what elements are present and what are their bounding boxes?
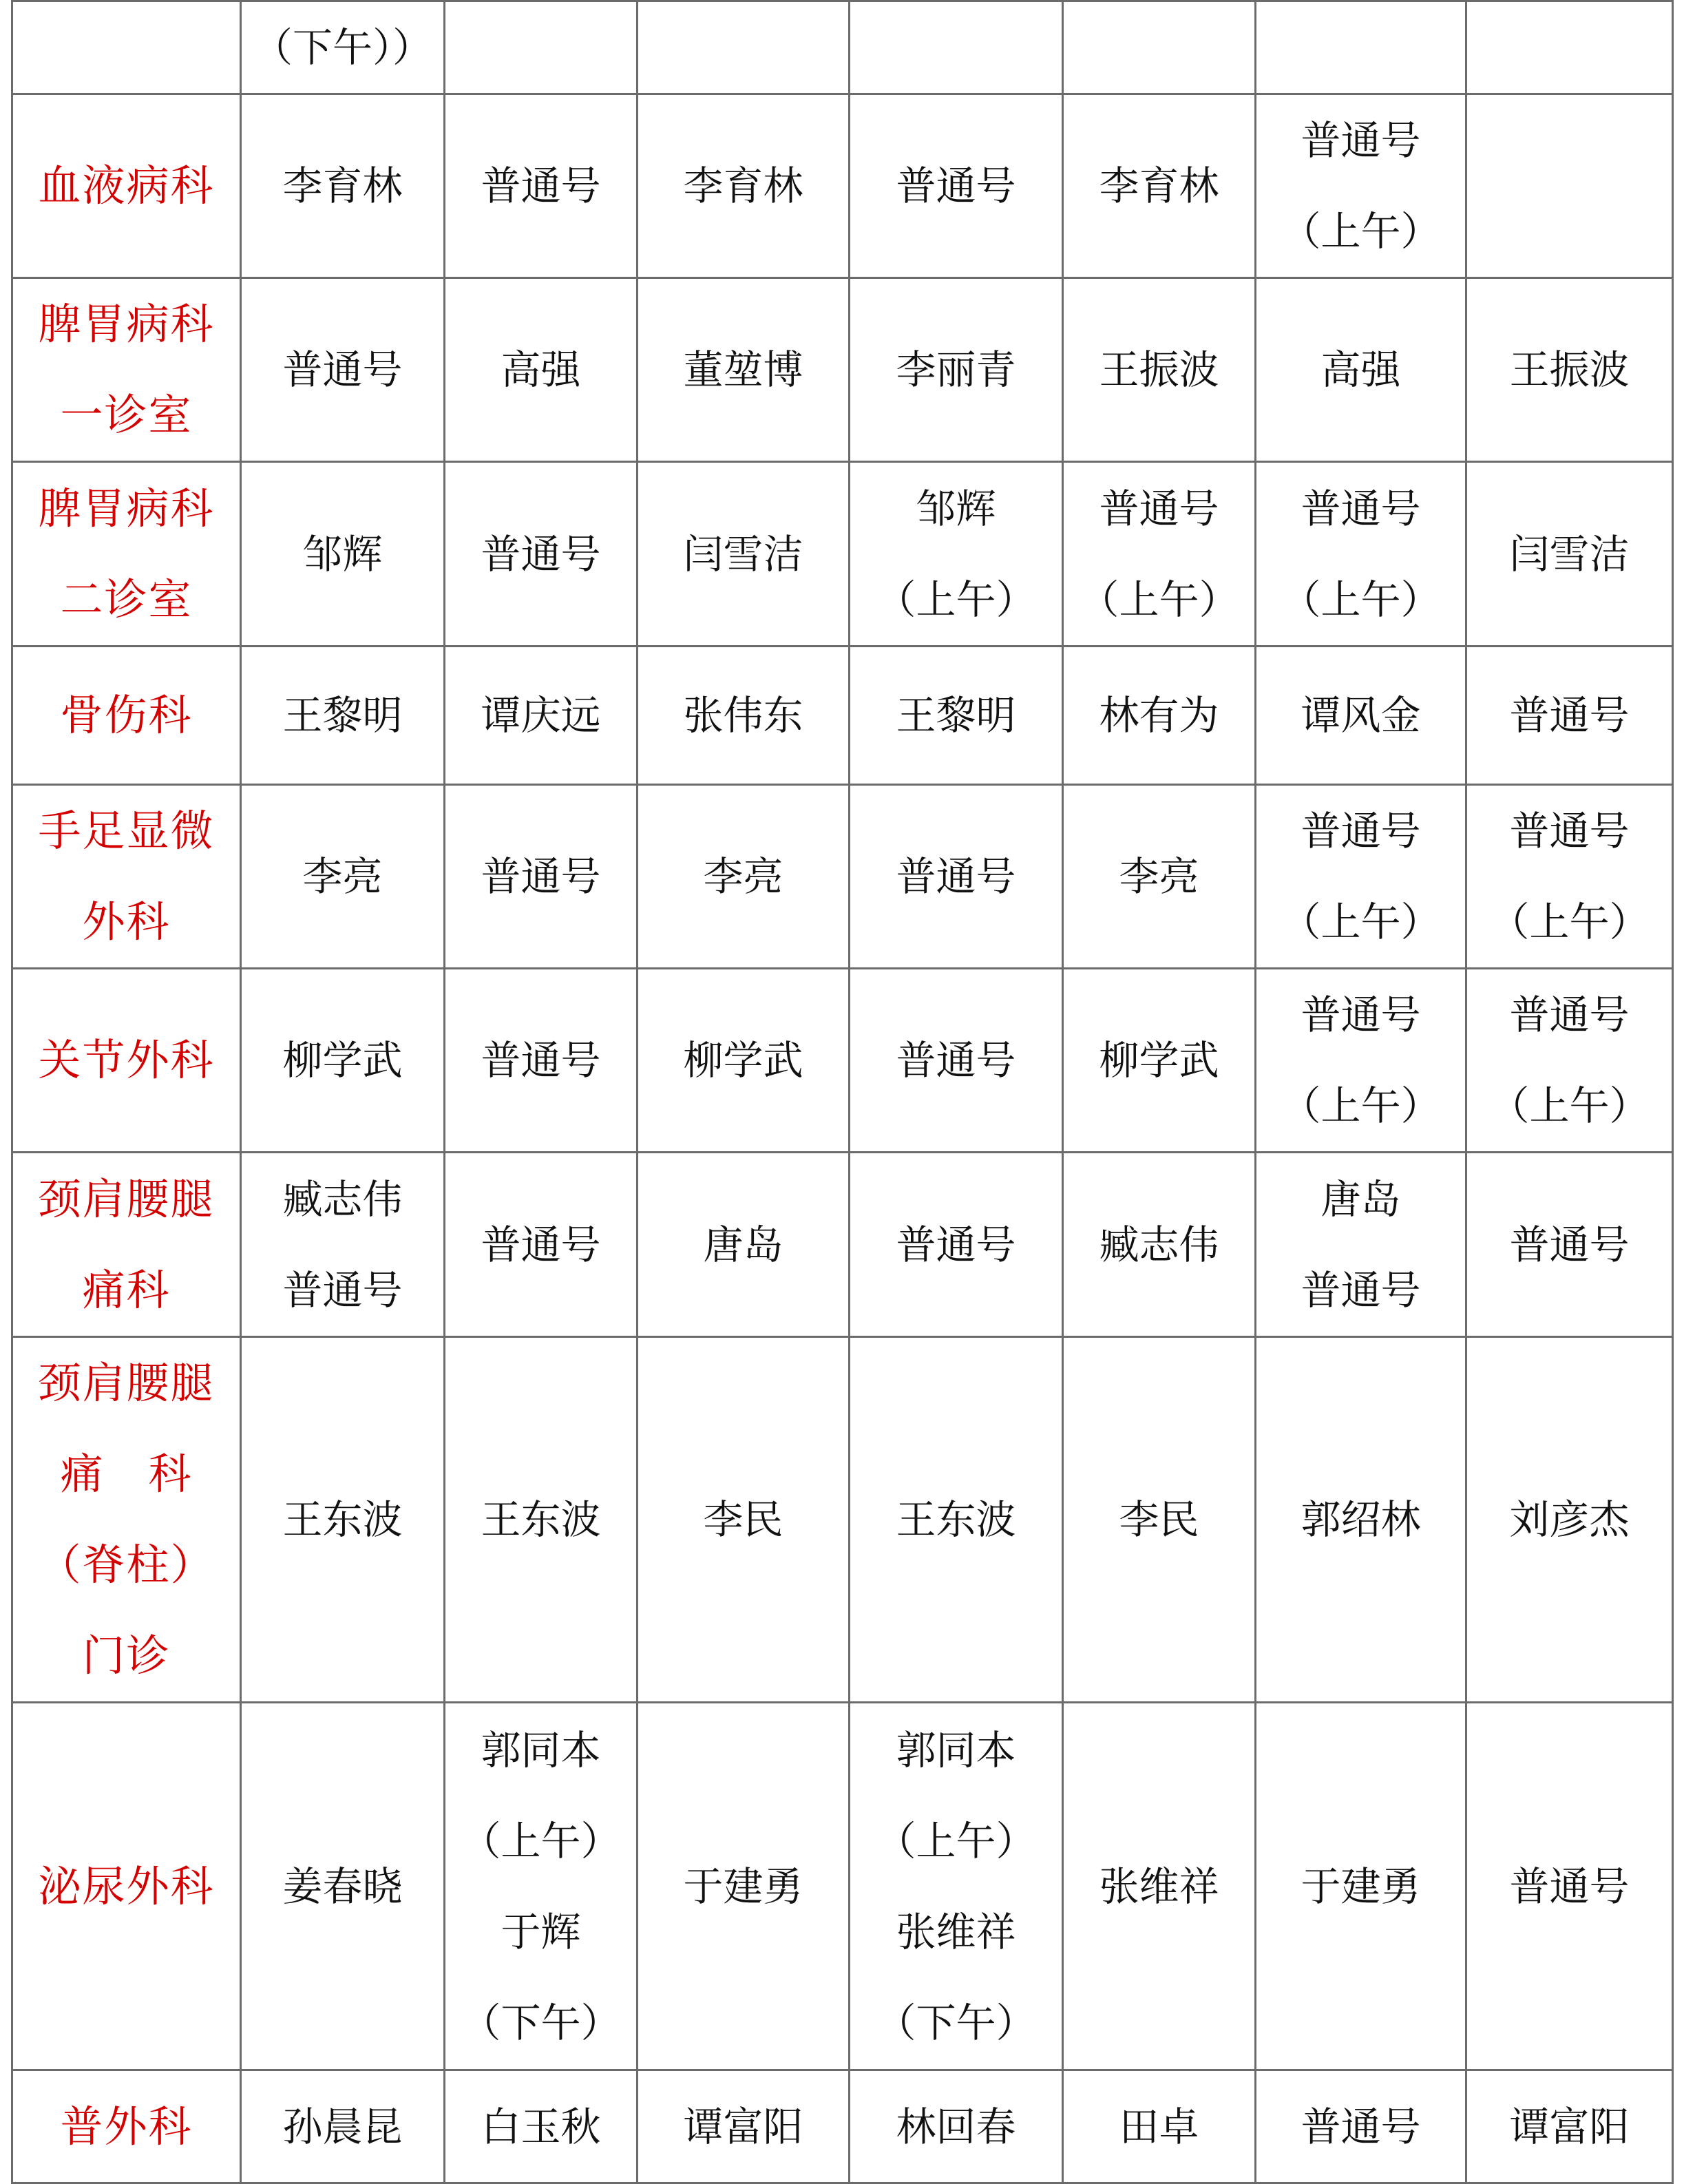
doctor-entry-line: 高强: [1320, 346, 1401, 393]
doctor-cell: [638, 94, 850, 278]
doctor-cell: [638, 462, 850, 647]
doctor-entry-line: 普通号: [896, 1037, 1016, 1084]
schedule-row: [12, 1703, 1673, 2070]
doctor-entry-line: 普通号: [1301, 991, 1421, 1038]
doctor-cell: [1256, 94, 1466, 278]
doctor-entry-line: 普通号: [1099, 485, 1219, 532]
doctor-entry-line: 谭风金: [1301, 692, 1421, 739]
doctor-entry-line: 普通号: [1301, 808, 1421, 854]
doctor-cell: [850, 1153, 1063, 1337]
doctor-cell: [241, 1337, 445, 1703]
doctor-entry-line: 王东波: [481, 1496, 601, 1543]
doctor-entry-line: 姜春晓: [282, 1862, 403, 1910]
doctor-cell: [1063, 1153, 1256, 1337]
doctor-entry-line: （下午）: [876, 1999, 1036, 2046]
doctor-cell: [445, 647, 638, 785]
doctor-entry-line: 臧志伟: [1099, 1221, 1219, 1268]
doctor-entry-line: 普通号: [1301, 2103, 1421, 2150]
doctor-entry-line: 王东波: [896, 1496, 1016, 1543]
doctor-cell: [241, 785, 445, 969]
doctor-entry-line: 李民: [1119, 1496, 1199, 1543]
doctor-cell: [1256, 278, 1466, 462]
doctor-cell: [445, 278, 638, 462]
doctor-entry-line: 李育林: [1099, 162, 1219, 209]
doctor-cell: [445, 969, 638, 1153]
doctor-cell: [638, 278, 850, 462]
doctor-entry-line: （上午）: [461, 1817, 621, 1865]
doctor-entry-line: （上午）: [1281, 576, 1441, 623]
doctor-cell: [850, 969, 1063, 1153]
doctor-cell: [241, 1, 445, 94]
department-name-line: 脾胃病科: [38, 483, 215, 534]
department-name-line: 一诊室: [60, 390, 193, 440]
department-cell: [12, 462, 241, 647]
schedule-row: [12, 94, 1673, 278]
doctor-entry-line: 柳学武: [282, 1037, 403, 1084]
department-cell: [12, 1703, 241, 2070]
doctor-entry-line: 普通号: [1301, 117, 1421, 164]
department-name-line: 门诊: [82, 1630, 171, 1681]
doctor-entry-line: （上午）: [1281, 1082, 1441, 1129]
doctor-entry-line: 郭同本: [896, 1726, 1016, 1774]
doctor-cell: [241, 969, 445, 1153]
doctor-entry-line: 王黎明: [896, 692, 1016, 739]
schedule-row: [12, 462, 1673, 647]
doctor-cell: [241, 94, 445, 278]
doctor-cell: [1063, 785, 1256, 969]
doctor-entry-line: 普通号: [481, 1221, 601, 1268]
doctor-entry-line: 普通号: [896, 853, 1016, 900]
department-name-line: 血液病科: [38, 160, 215, 211]
doctor-cell: [241, 462, 445, 647]
doctor-cell: [1256, 969, 1466, 1153]
doctor-cell: [1466, 969, 1673, 1153]
doctor-cell: [1466, 1703, 1673, 2070]
doctor-cell: [445, 94, 638, 278]
doctor-entry-line: （上午）: [1489, 1082, 1650, 1129]
doctor-entry-line: （下午）: [461, 1999, 621, 2046]
doctor-cell: [1466, 1153, 1673, 1337]
doctor-cell: [1063, 278, 1256, 462]
doctor-cell: [850, 2070, 1063, 2183]
doctor-entry-line: 郭绍林: [1301, 1496, 1421, 1543]
department-name-line: 颈肩腰腿: [38, 1173, 215, 1224]
schedule-row: [12, 785, 1673, 969]
doctor-entry-line: 李育林: [683, 162, 803, 209]
department-name-line: 痛科: [82, 1264, 171, 1315]
doctor-cell: [241, 2070, 445, 2183]
department-name-line: （脊柱）: [38, 1540, 215, 1590]
doctor-entry-line: 林回春: [896, 2103, 1016, 2150]
schedule-row: [12, 2070, 1673, 2183]
doctor-cell: [445, 785, 638, 969]
department-name-line: 普外科: [60, 2101, 193, 2152]
doctor-entry-line: 普通号: [1509, 1862, 1630, 1910]
doctor-entry-line: 普通号: [1509, 991, 1630, 1038]
department-name-line: 颈肩腰腿: [38, 1358, 215, 1408]
schedule-row: [12, 1337, 1673, 1703]
department-cell: [12, 1, 241, 94]
doctor-cell: [1256, 1, 1466, 94]
doctor-entry-line: 普通号: [481, 530, 601, 578]
doctor-cell: [445, 2070, 638, 2183]
schedule-row: [12, 647, 1673, 785]
doctor-cell: [445, 1153, 638, 1337]
department-cell: [12, 278, 241, 462]
department-name-line: 外科: [82, 896, 171, 947]
doctor-cell: [850, 1337, 1063, 1703]
doctor-entry-line: 李民: [703, 1496, 783, 1543]
doctor-entry-line: 邹辉: [302, 530, 383, 578]
doctor-entry-line: 普通号: [282, 1266, 403, 1314]
doctor-entry-line: 于建勇: [1301, 1862, 1421, 1910]
doctor-cell: [1466, 278, 1673, 462]
doctor-entry-line: 王东波: [282, 1496, 403, 1543]
doctor-cell: [638, 785, 850, 969]
doctor-entry-line: 郭同本: [481, 1726, 601, 1774]
doctor-cell: [638, 2070, 850, 2183]
doctor-cell: [1466, 462, 1673, 647]
department-cell: [12, 1153, 241, 1337]
department-name-line: 手足显微: [38, 806, 215, 856]
schedule-table: [11, 0, 1674, 2184]
doctor-entry-line: 王黎明: [282, 692, 403, 739]
doctor-cell: [445, 1337, 638, 1703]
doctor-entry-line: 谭庆远: [481, 692, 601, 739]
doctor-entry-line: 于建勇: [683, 1862, 803, 1910]
doctor-entry-line: 邹辉: [916, 485, 996, 532]
doctor-entry-line: 谭富阳: [1509, 2103, 1630, 2150]
doctor-entry-line: 柳学武: [1099, 1037, 1219, 1084]
doctor-cell: [1063, 1337, 1256, 1703]
doctor-entry-line: 唐岛: [1320, 1175, 1401, 1223]
doctor-entry-line: 李亮: [703, 853, 783, 900]
department-name-line: 骨伤科: [60, 690, 193, 740]
doctor-entry-line: （上午）: [876, 1817, 1036, 1865]
doctor-cell: [1063, 1, 1256, 94]
schedule-row: [12, 969, 1673, 1153]
doctor-cell: [1256, 647, 1466, 785]
doctor-entry-line: 普通号: [896, 1221, 1016, 1268]
doctor-entry-line: 李亮: [1119, 853, 1199, 900]
doctor-cell: [1256, 785, 1466, 969]
doctor-entry-line: 臧志伟: [282, 1175, 403, 1223]
doctor-cell: [850, 1703, 1063, 2070]
doctor-cell: [850, 647, 1063, 785]
doctor-entry-line: 王振波: [1509, 346, 1630, 393]
doctor-entry-line: 普通号: [1509, 1221, 1630, 1268]
doctor-cell: [241, 1703, 445, 2070]
doctor-entry-line: 李育林: [282, 162, 403, 209]
doctor-entry-line: 白玉秋: [481, 2103, 601, 2150]
doctor-entry-line: 普通号: [481, 1037, 601, 1084]
doctor-entry-line: （上午）: [876, 576, 1036, 623]
department-cell: [12, 94, 241, 278]
doctor-cell: [445, 1, 638, 94]
doctor-entry-line: 林有为: [1099, 692, 1219, 739]
doctor-cell: [241, 1153, 445, 1337]
doctor-cell: [638, 1703, 850, 2070]
doctor-entry-line: 普通号: [1509, 808, 1630, 854]
doctor-entry-line: 普通号: [1509, 692, 1630, 739]
doctor-cell: [638, 969, 850, 1153]
doctor-cell: [1466, 2070, 1673, 2183]
doctor-cell: [1063, 1703, 1256, 2070]
doctor-cell: [1063, 94, 1256, 278]
doctor-entry-line: 张维祥: [1099, 1862, 1219, 1910]
doctor-cell: [1063, 969, 1256, 1153]
doctor-entry-line: 普通号: [896, 162, 1016, 209]
doctor-cell: [445, 462, 638, 647]
doctor-cell: [1256, 2070, 1466, 2183]
doctor-entry-line: 谭富阳: [683, 2103, 803, 2150]
doctor-cell: [1063, 2070, 1256, 2183]
doctor-entry-line: 李亮: [302, 853, 383, 900]
doctor-entry-line: 普通号: [1301, 485, 1421, 532]
doctor-cell: [638, 1153, 850, 1337]
doctor-entry-line: 于辉: [501, 1908, 581, 1955]
doctor-cell: [1063, 647, 1256, 785]
doctor-cell: [1466, 1337, 1673, 1703]
doctor-cell: [1466, 94, 1673, 278]
doctor-cell: [241, 647, 445, 785]
department-cell: [12, 969, 241, 1153]
doctor-cell: [1466, 1, 1673, 94]
doctor-entry-line: （上午）: [1079, 576, 1239, 623]
department-name-line: 二诊室: [60, 574, 193, 624]
doctor-cell: [638, 1, 850, 94]
doctor-cell: [850, 94, 1063, 278]
department-name-line: 泌尿外科: [38, 1860, 215, 1911]
doctor-entry-line: （上午）: [1281, 208, 1441, 255]
doctor-cell: [1466, 785, 1673, 969]
doctor-entry-line: 唐岛: [703, 1221, 783, 1268]
department-name-line: 关节外科: [38, 1035, 215, 1085]
doctor-cell: [1256, 1337, 1466, 1703]
doctor-cell: [638, 647, 850, 785]
doctor-entry-line: 董堃博: [683, 346, 803, 393]
doctor-cell: [1466, 647, 1673, 785]
doctor-cell: [445, 1703, 638, 2070]
doctor-cell: [638, 1337, 850, 1703]
doctor-cell: [850, 278, 1063, 462]
doctor-cell: [1063, 462, 1256, 647]
schedule-body: [12, 1, 1673, 2183]
doctor-cell: [1256, 1703, 1466, 2070]
doctor-entry-line: 刘彦杰: [1509, 1496, 1630, 1543]
doctor-entry-line: 高强: [501, 346, 581, 393]
schedule-row: [12, 1153, 1673, 1337]
doctor-entry-line: 孙晨昆: [282, 2103, 403, 2150]
doctor-cell: [1256, 462, 1466, 647]
doctor-entry-line: （上午）: [1281, 899, 1441, 945]
doctor-cell: [850, 785, 1063, 969]
doctor-entry-line: 王振波: [1099, 346, 1219, 393]
doctor-entry-line: 柳学武: [683, 1037, 803, 1084]
department-cell: [12, 647, 241, 785]
doctor-entry-line: 普通号: [481, 162, 601, 209]
doctor-entry-line: （下午））: [252, 24, 432, 71]
department-cell: [12, 1337, 241, 1703]
doctor-cell: [850, 1, 1063, 94]
doctor-entry-line: 普通号: [481, 853, 601, 900]
doctor-entry-line: 田卓: [1119, 2103, 1199, 2150]
department-name-line: 痛 科: [60, 1449, 193, 1499]
department-cell: [12, 785, 241, 969]
doctor-entry-line: 普通号: [1301, 1266, 1421, 1314]
department-name-line: 脾胃病科: [38, 299, 215, 349]
schedule-row: [12, 278, 1673, 462]
schedule-row: [12, 1, 1673, 94]
doctor-entry-line: 张维祥: [896, 1908, 1016, 1955]
doctor-entry-line: （上午）: [1489, 899, 1650, 945]
doctor-entry-line: 李丽青: [896, 346, 1016, 393]
doctor-entry-line: 普通号: [282, 346, 403, 393]
doctor-entry-line: 闫雪洁: [1509, 530, 1630, 578]
doctor-cell: [241, 278, 445, 462]
department-cell: [12, 2070, 241, 2183]
doctor-entry-line: 张伟东: [683, 692, 803, 739]
doctor-cell: [850, 462, 1063, 647]
doctor-cell: [1256, 1153, 1466, 1337]
doctor-entry-line: 闫雪洁: [683, 530, 803, 578]
